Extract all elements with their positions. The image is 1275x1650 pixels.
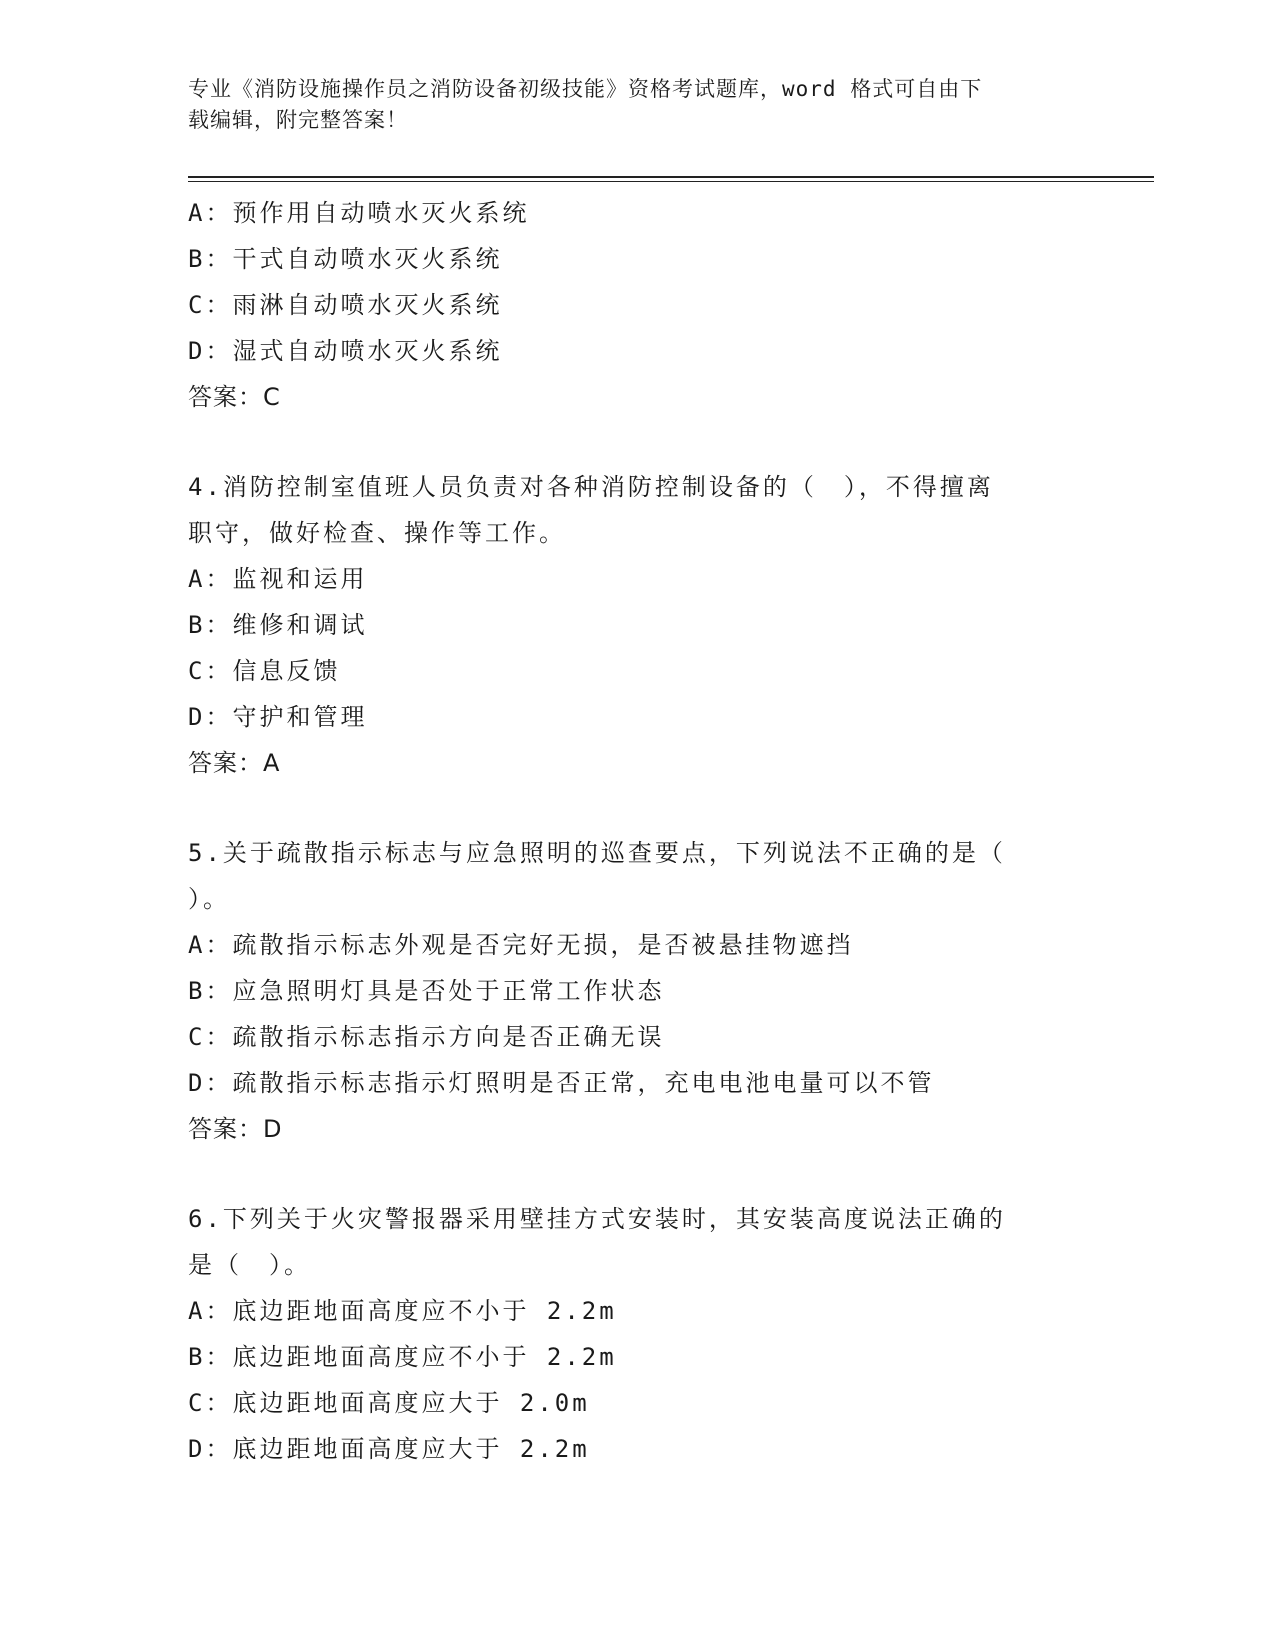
option-b: B：应急照明灯具是否处于正常工作状态 (188, 977, 665, 1005)
question-stem-line-1: 5.关于疏散指示标志与应急照明的巡查要点，下列说法不正确的是（ (188, 839, 1006, 867)
question-stem-line-2: ）。 (188, 885, 230, 913)
question-5 (188, 830, 1068, 1152)
option-b: B：底边距地面高度应不小于 2.2m (188, 1343, 617, 1371)
option-a: A：疏散指示标志外观是否完好无损，是否被悬挂物遮挡 (188, 931, 854, 959)
option-c: C：雨淋自动喷水灭火系统 (188, 291, 503, 319)
header-line-1: 专业《消防设施操作员之消防设备初级技能》资格考试题库，word 格式可自由下 (188, 77, 983, 101)
question-spacer (188, 420, 1068, 464)
question-stem-line-2: 职守，做好检查、操作等工作。 (188, 519, 566, 547)
answer-line: 答案：D (188, 1115, 283, 1143)
option-a: A：底边距地面高度应不小于 2.2m (188, 1297, 617, 1325)
question-stem-line-1: 4.消防控制室值班人员负责对各种消防控制设备的（ ），不得擅离 (188, 473, 994, 501)
option-d: D：守护和管理 (188, 703, 368, 731)
option-b: B：干式自动喷水灭火系统 (188, 245, 503, 273)
question-stem-line-1: 6.下列关于火灾警报器采用壁挂方式安装时，其安装高度说法正确的 (188, 1205, 1006, 1233)
question-4 (188, 464, 1068, 786)
option-d: D：底边距地面高度应大于 2.2m (188, 1435, 590, 1463)
header-divider-thick (188, 176, 1154, 178)
question-spacer (188, 786, 1068, 830)
header-divider-thin (188, 181, 1154, 182)
answer-line: 答案：C (188, 383, 281, 411)
option-c: C：信息反馈 (188, 657, 341, 685)
question-6 (188, 1196, 1068, 1472)
option-d: D：湿式自动喷水灭火系统 (188, 337, 503, 365)
option-a: A：预作用自动喷水灭火系统 (188, 199, 530, 227)
option-a: A：监视和运用 (188, 565, 368, 593)
question-spacer (188, 1152, 1068, 1196)
option-d: D：疏散指示标志指示灯照明是否正常，充电电池电量可以不管 (188, 1069, 935, 1097)
document-header (188, 74, 1068, 136)
option-b: B：维修和调试 (188, 611, 368, 639)
question-3 (188, 190, 1068, 420)
question-list (188, 190, 1068, 1472)
option-c: C：底边距地面高度应大于 2.0m (188, 1389, 590, 1417)
option-c: C：疏散指示标志指示方向是否正确无误 (188, 1023, 665, 1051)
answer-line: 答案：A (188, 749, 281, 777)
header-line-2: 载编辑，附完整答案！ (188, 108, 408, 132)
question-stem-line-2: 是（ ）。 (188, 1251, 311, 1279)
